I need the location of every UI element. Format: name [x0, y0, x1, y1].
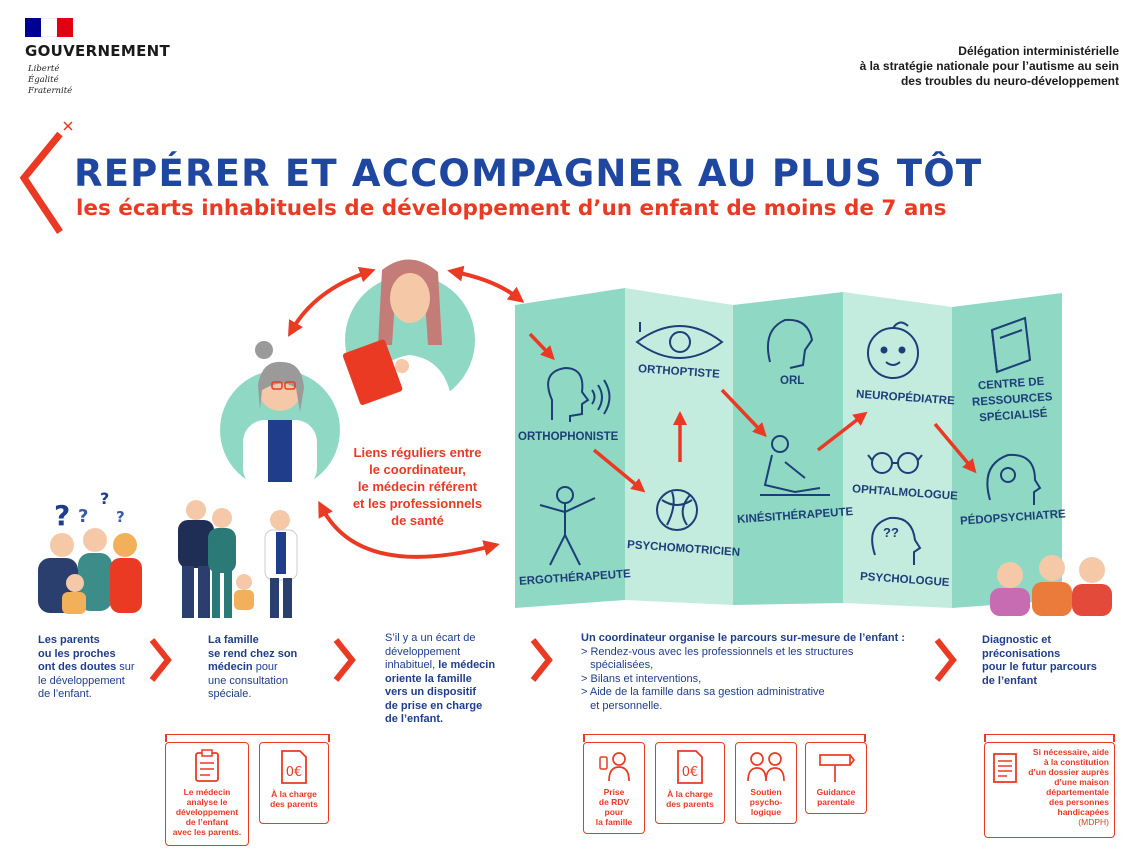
label-orl: ORL — [780, 375, 805, 387]
step-2-text: La famille se rend chez son médecin pour une consultation spéciale. — [208, 634, 298, 700]
label-pedopsychiatre: PÉDOPSYCHIATRE — [959, 508, 1067, 528]
children-illustration — [990, 555, 1112, 616]
step-1-text: Les parents ou les proches ont des doutes sur le développement de l’enfant. — [38, 634, 135, 700]
label-ophtalmologue: OPHTALMOLOGUE — [851, 483, 959, 503]
clipboard-icon — [192, 749, 222, 783]
label-psychomotricien: PSYCHOMOTRICIEN — [626, 539, 741, 559]
referent-doctor-avatar — [342, 259, 475, 405]
card-mdph: Si nécessaire, aide à la constitution d’un dossier auprès d’une maison départementale des personnes handicapées (MDPH) — [984, 742, 1115, 838]
card-prise-rdv: Prise de RDV pour la famille — [583, 742, 645, 834]
main-title: REPÉRER ET ACCOMPAGNER AU PLUS TÔT — [74, 152, 983, 195]
bracket-step-5 — [984, 734, 1115, 735]
step-chevron — [937, 640, 953, 680]
parents-doubts-illustration — [38, 489, 142, 614]
label-ergotherapeute: ERGOTHÉRAPEUTE — [518, 568, 632, 588]
delegation-label: Délégation interministérielle à la stratégie nationale pour l’autisme au sein des troubles du neuro-développement — [859, 44, 1119, 88]
card-medecin-analyse: Le médecin analyse le développement de l’enfant avec les parents. — [165, 742, 249, 846]
svg-text:?: ? — [116, 508, 125, 526]
bracket-step-4 — [583, 734, 866, 735]
svg-text:??: ?? — [883, 525, 899, 540]
step-chevron — [336, 640, 352, 680]
step-chevron — [152, 640, 168, 680]
bracket-step-2 — [165, 734, 330, 735]
svg-text:?: ? — [78, 506, 89, 527]
svg-text:?: ? — [54, 499, 71, 532]
svg-text:?: ? — [100, 489, 110, 508]
subtitle: les écarts inhabituels de développement d’un enfant de moins de 7 ans — [76, 196, 947, 221]
label-orthoptiste: ORTHOPTISTE — [637, 363, 721, 381]
label-psychologue: PSYCHOLOGUE — [859, 570, 950, 590]
signpost-icon — [816, 749, 856, 783]
pathway-leaflet — [515, 288, 1062, 608]
coordinator-avatar — [220, 341, 340, 490]
card-charge-parents-1: 0€ À la charge des parents — [259, 742, 329, 824]
government-label: GOUVERNEMENT — [25, 42, 171, 60]
motto: Liberté Égalité Fraternité — [28, 64, 73, 96]
card-guidance-parentale: Guidance parentale — [805, 742, 867, 814]
document-icon — [991, 751, 1021, 785]
label-centre-ressources: CENTRE DE RESSOURCES SPÉCIALISÉ — [971, 375, 1053, 425]
two-persons-icon — [746, 749, 786, 783]
liens-reguliers-text: Liens réguliers entre le coordinateur, le médecin référent et les professionnels de santé — [352, 445, 483, 528]
step-4-text: Un coordinateur organise le parcours sur-mesure de l’enfant : > Rendez-vous avec les professionnels et les structures spécialisées, > Bilans et interventions, > Aide de la famille dans sa gestion administrative et personnelle. — [581, 632, 905, 712]
step-5-text: Diagnostic et préconisations pour le futur parcours de l’enfant — [982, 634, 1097, 687]
phone-person-icon — [597, 749, 631, 783]
card-charge-parents-2: 0€ À la charge des parents — [655, 742, 725, 824]
step-chevron — [533, 640, 549, 680]
label-orthophoniste: ORTHOPHONISTE — [518, 431, 619, 443]
card-soutien-psychologique: Soutien psycho- logique — [735, 742, 797, 824]
family-visits-doctor-illustration — [178, 500, 297, 618]
step-3-text: S’il y a un écart de développement inhabituel, le médecin oriente la famille vers un dispositif de prise en charge de l’enfant. — [385, 632, 496, 725]
label-neuropediatre: NEUROPÉDIATRE — [855, 388, 956, 408]
label-kinesitherapeute: KINÉSITHÉRAPEUTE — [736, 505, 854, 527]
